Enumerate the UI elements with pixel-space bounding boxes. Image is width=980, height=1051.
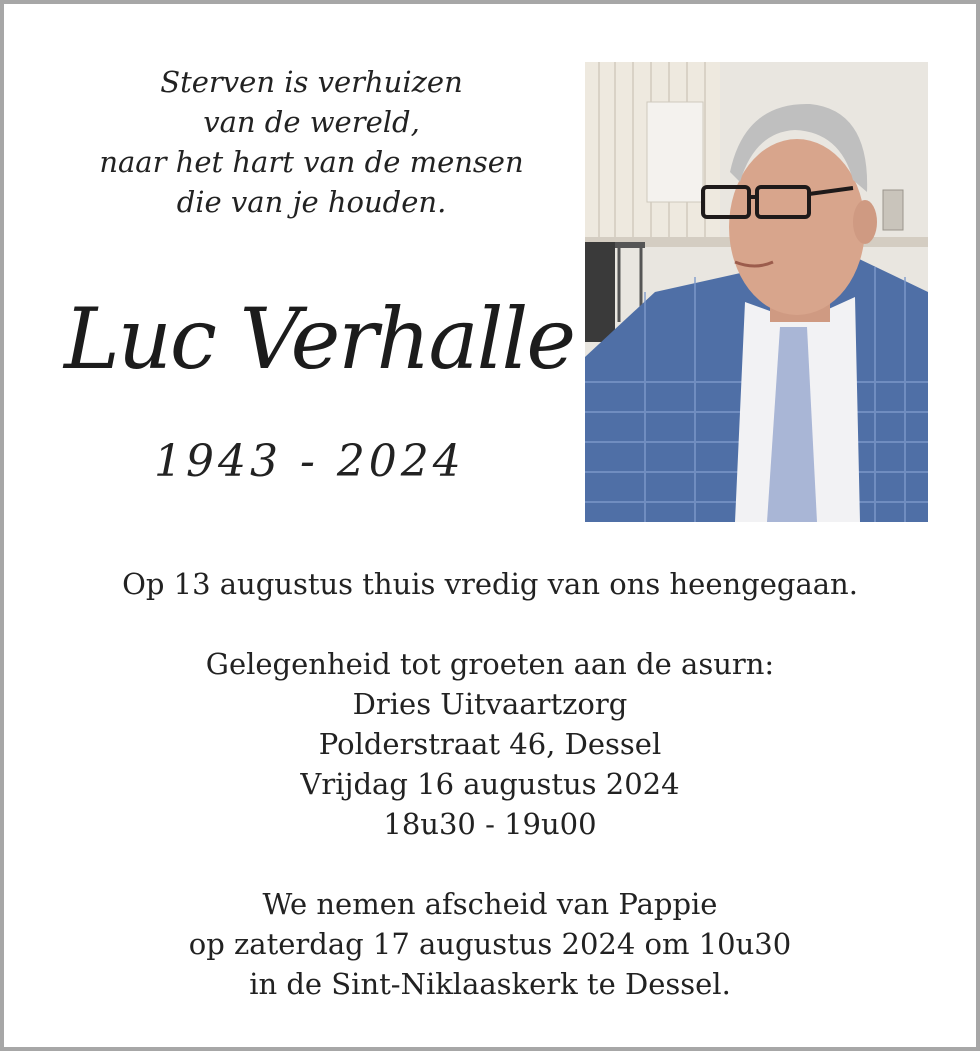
life-years: 1943 - 2024: [154, 436, 465, 487]
poem-line: die van je houden.: [176, 185, 447, 219]
visitation-time: 18u30 - 19u00: [383, 807, 597, 841]
passing-notice: Op 13 augustus thuis vredig van ons heengegaan.: [122, 567, 858, 601]
visitation-venue: Dries Uitvaartzorg: [352, 687, 628, 721]
visitation-date: Vrijdag 16 augustus 2024: [300, 767, 680, 801]
portrait-photo: [585, 62, 928, 522]
poem-line: van de wereld,: [203, 105, 420, 139]
deceased-name: Luc Verhalle: [64, 290, 575, 388]
visitation-address: Polderstraat 46, Dessel: [318, 727, 662, 761]
poem-line: Sterven is verhuizen: [160, 65, 463, 99]
farewell-line: in de Sint-Niklaaskerk te Dessel.: [249, 967, 731, 1001]
announcement: [44, 564, 936, 1004]
portrait-photo-icon: [585, 62, 928, 522]
poem: [64, 62, 559, 222]
farewell-line: op zaterdag 17 augustus 2024 om 10u30: [188, 927, 792, 961]
poem-line: naar het hart van de mensen: [99, 145, 524, 179]
farewell-line: We nemen afscheid van Pappie: [262, 887, 718, 921]
visitation-intro: Gelegenheid tot groeten aan de asurn:: [205, 647, 775, 681]
